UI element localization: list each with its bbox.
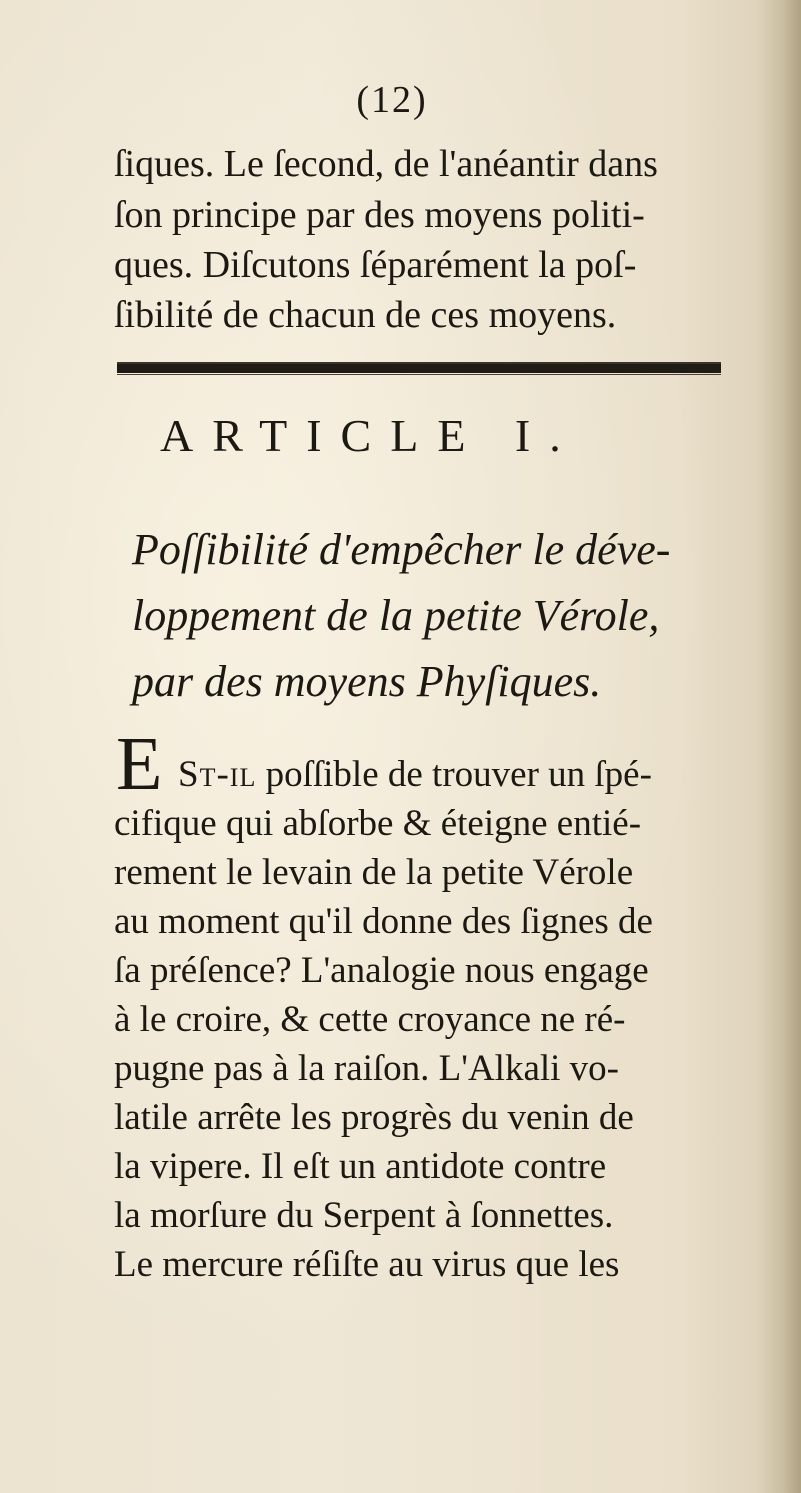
page-gutter-shadow (757, 0, 801, 1493)
intro-line-3: ques. Diſcutons ſéparément la poſ- (114, 244, 637, 286)
body-line-11: Le mercure réſiſte au virus que les (114, 1244, 620, 1285)
article-heading: ARTICLE I. (160, 410, 580, 461)
ornamental-rule-thin (117, 374, 721, 375)
body-line-9: la vipere. Il eſt un antidote contre (114, 1146, 607, 1187)
article-title-line-3: par des moyens Phyſiques. (132, 657, 602, 706)
first-word-smallcaps: St-il (178, 754, 257, 795)
body-line-3: rement le levain de la petite Vérole (114, 852, 634, 893)
intro-line-2: ſon principe par des moyens politi- (114, 194, 645, 236)
body-line-8: latile arrête les progrès du venin de (114, 1097, 634, 1138)
article-title-line-2: loppement de la petite Vérole, (132, 591, 660, 640)
body-line-4: au moment qu'il donne des ſignes de (114, 901, 653, 942)
body-line-10: la morſure du Serpent à ſonnettes. (114, 1195, 614, 1236)
article-title-line-1: Poſſibilité d'empêcher le déve- (132, 525, 671, 574)
body-first-line (178, 752, 652, 798)
page-number: (12) (356, 79, 428, 121)
ornamental-rule (117, 362, 721, 373)
body-line-7: pugne pas à la raiſon. L'Alkali vo- (114, 1048, 619, 1089)
body-line-2: cifique qui abſorbe & éteigne entié- (114, 803, 642, 844)
drop-cap: E (116, 722, 163, 806)
first-line-rest: poſſible de trouver un ſpé- (256, 754, 652, 795)
body-line-6: à le croire, & cette croyance ne ré- (114, 999, 626, 1040)
intro-line-1: ſiques. Le ſecond, de l'anéantir dans (114, 143, 658, 185)
body-line-5: ſa préſence? L'analogie nous engage (114, 950, 649, 991)
intro-line-4: ſibilité de chacun de ces moyens. (114, 294, 617, 336)
